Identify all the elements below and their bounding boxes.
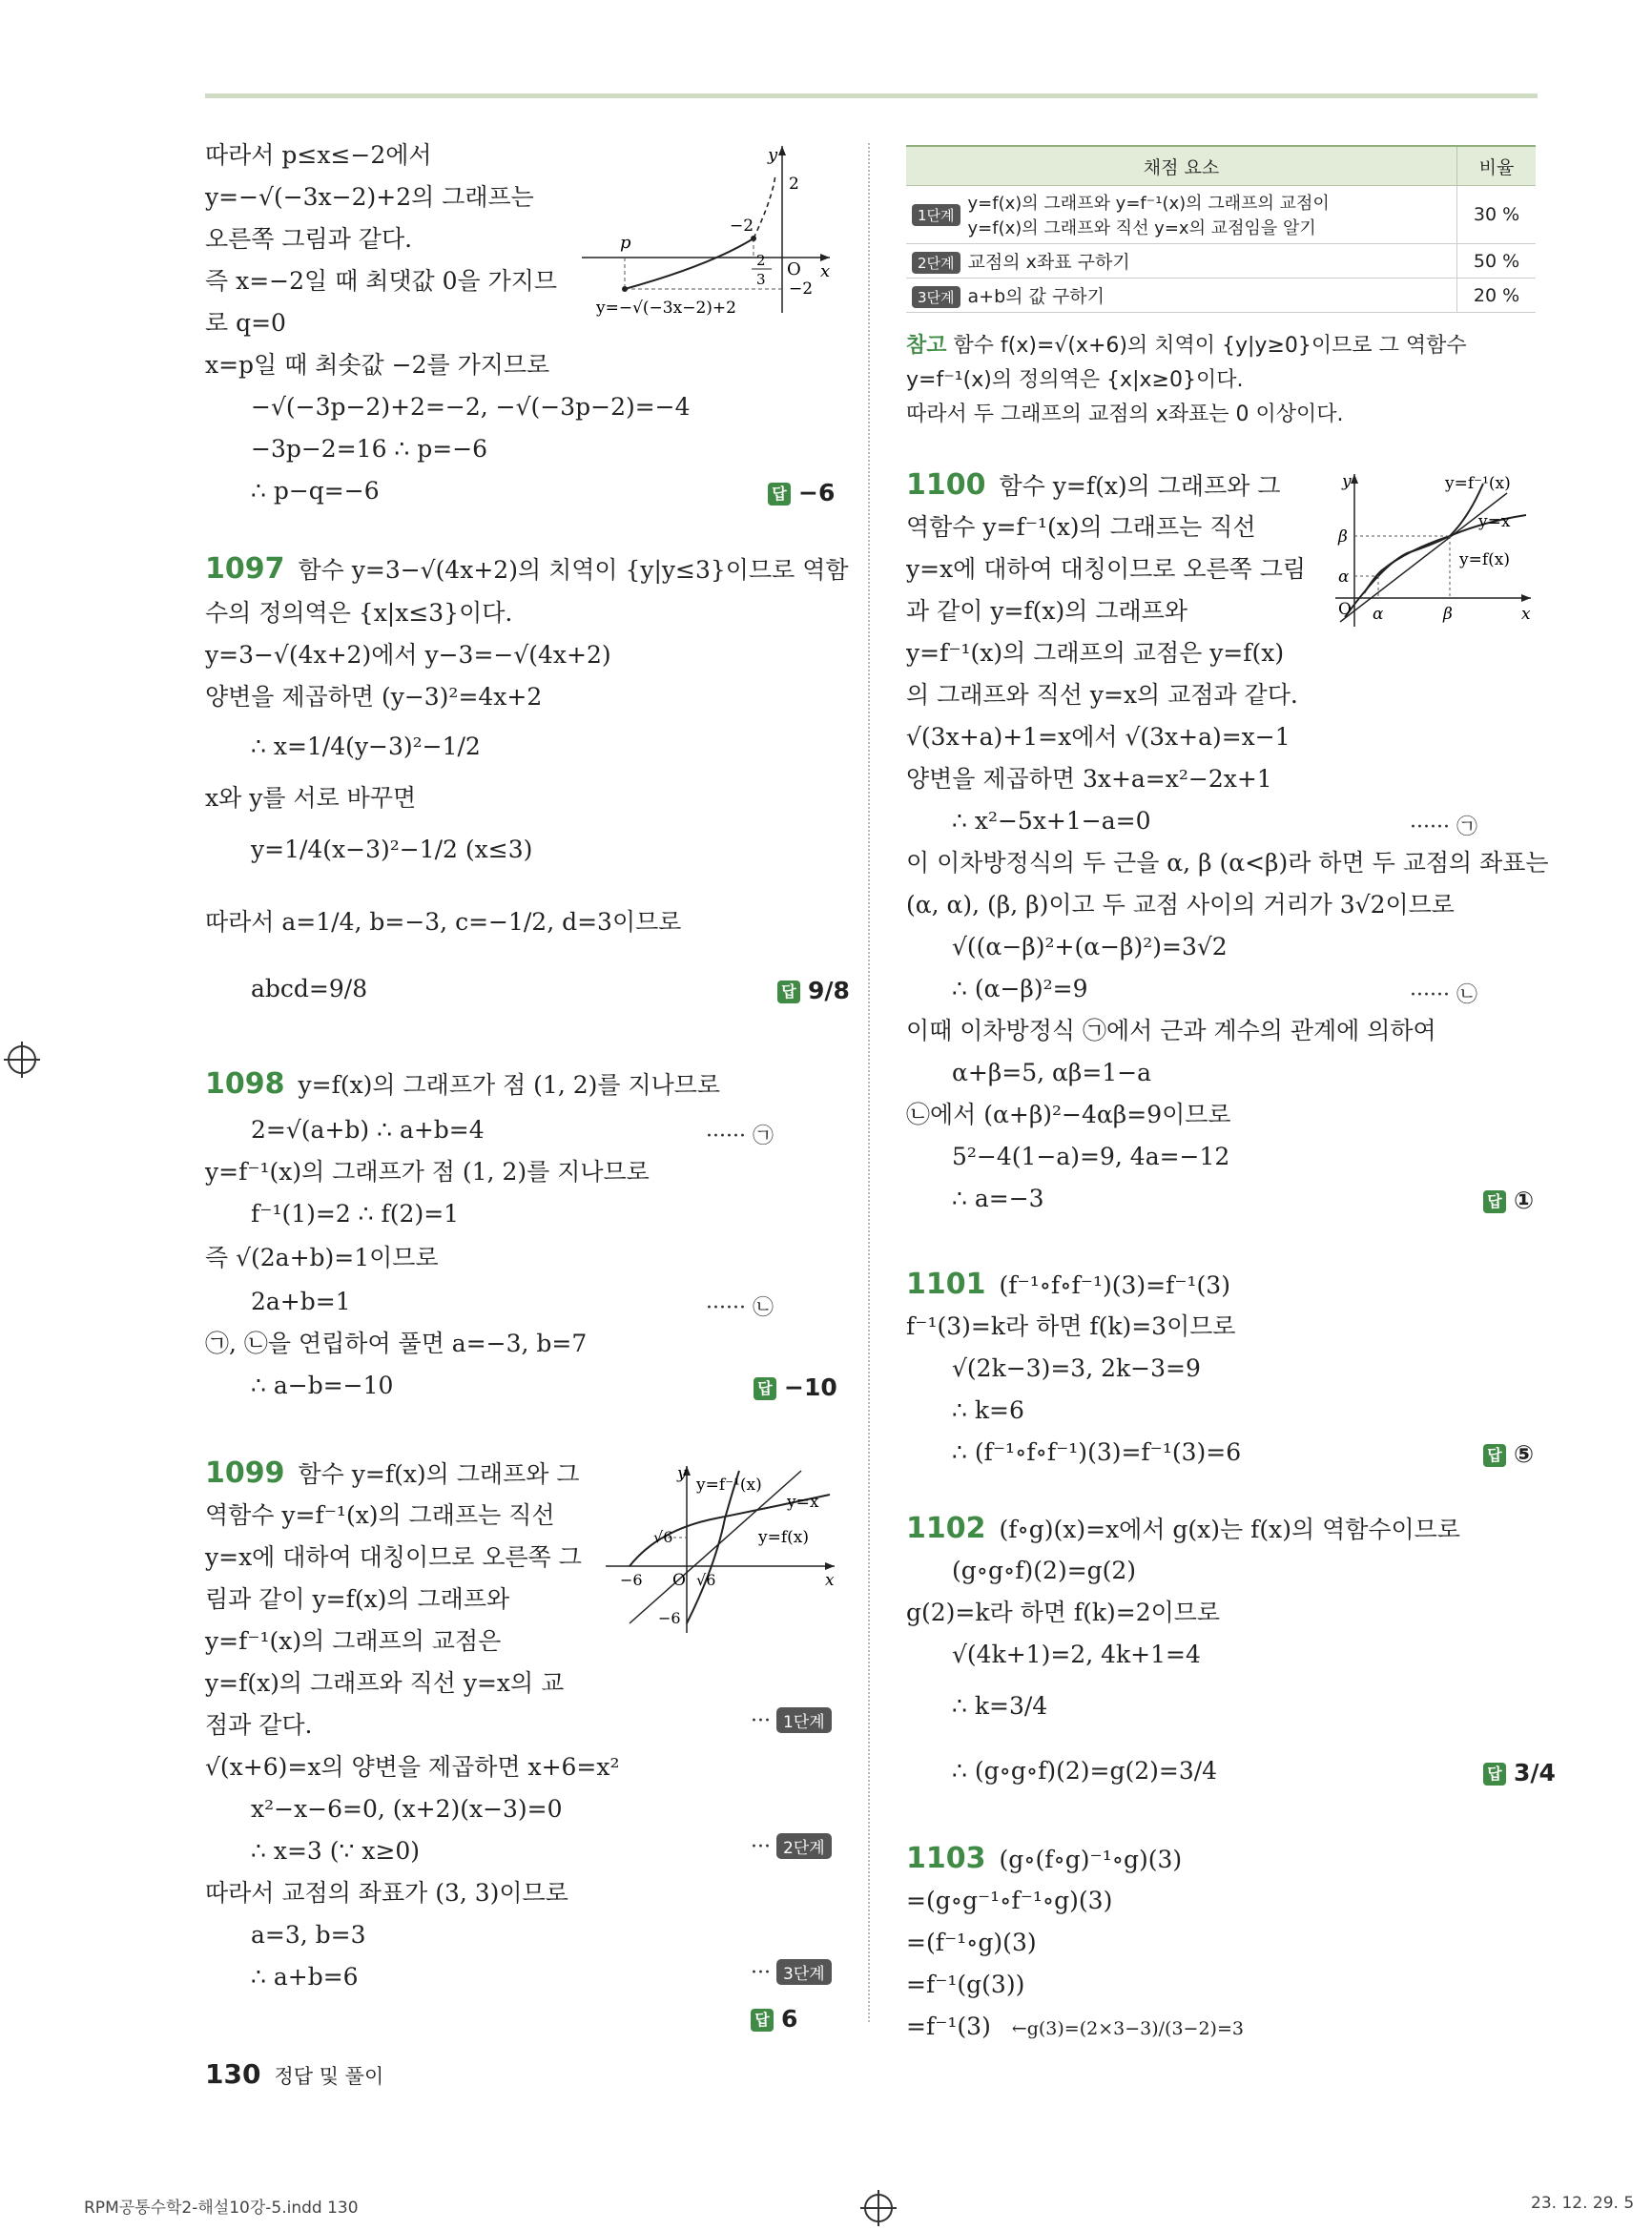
text-line: √(4k+1)=2, 4k+1=4 (952, 1641, 1201, 1668)
text-line: 즉 √(2a+b)=1이므로 (205, 1244, 439, 1271)
answer-1098: 답 −10 (754, 1373, 837, 1401)
text-line: abcd=9/8 (251, 975, 368, 1002)
tick-label: β (1338, 527, 1348, 547)
line-label: y=x (787, 1493, 819, 1512)
text-line: ∴ k=6 (952, 1396, 1024, 1424)
print-date: 23. 12. 29. 5 (1531, 2194, 1635, 2213)
text-line: ∴ k=3/4 (952, 1692, 1048, 1720)
answer-1099: 답 6 (751, 2005, 797, 2033)
tick-label: 2 (789, 175, 799, 194)
page-footer (205, 2058, 383, 2090)
text-line: ∴ x=3 (∵ x≥0) (251, 1837, 421, 1865)
text-line: y=3−√(4x+2)에서 y−3=−√(4x+2) (205, 641, 611, 669)
equation-marker: ······ ㉡ (706, 1296, 774, 1320)
text-line: a=3, b=3 (251, 1921, 366, 1949)
graph-1099 (601, 1461, 839, 1638)
curve-label: y=f⁻¹(x) (696, 1476, 762, 1495)
curve-label: y=f⁻¹(x) (1445, 474, 1511, 493)
answer-1100: 답 ① (1483, 1187, 1534, 1214)
problem-1099: 1099 함수 y=f(x)의 그래프와 그 (205, 1456, 580, 1490)
text-line: 역함수 y=f⁻¹(x)의 그래프는 직선 (906, 513, 1256, 541)
tick-label: 3 (756, 271, 766, 288)
text-line: 수의 정의역은 {x|x≤3}이다. (205, 599, 513, 627)
text-line: 즉 x=−2일 때 최댓값 0을 가지므 (205, 267, 558, 295)
text-line: f⁻¹(1)=2 ∴ f(2)=1 (251, 1200, 460, 1228)
text-line: =f⁻¹(g(3)) (906, 1971, 1025, 1998)
text-line: √(2k−3)=3, 2k−3=9 (952, 1354, 1201, 1382)
line-label: y=x (1478, 512, 1511, 531)
text-line: y=f⁻¹(x)의 그래프의 교점은 y=f(x) (906, 639, 1285, 667)
registration-mark-icon (864, 2194, 893, 2222)
text-line: ∴ a+b=6 (251, 1963, 359, 1991)
answer-icon: 답 (751, 2009, 774, 2032)
text-line: 5²−4(1−a)=9, 4a=−12 (952, 1143, 1230, 1170)
problem-1098: 1098 y=f(x)의 그래프가 점 (1, 2)를 지나므로 (205, 1067, 721, 1101)
curve-label: y=f(x) (1459, 550, 1510, 569)
text-line: (α, α), (β, β)이고 두 교점 사이의 거리가 3√2이므로 (906, 891, 1455, 919)
text-line: y=1/4(x−3)²−1/2 (x≤3) (251, 836, 533, 863)
problem-1100: 1100 함수 y=f(x)의 그래프와 그 (906, 468, 1281, 502)
text-line: x²−x−6=0, (x+2)(x−3)=0 (251, 1795, 563, 1823)
step-marker: ··· 2단계 (751, 1833, 832, 1859)
text-line: y=x에 대하여 대칭이므로 오른쪽 그림 (906, 555, 1307, 583)
top-rule (205, 93, 1538, 98)
text-line: −√(−3p−2)+2=−2, −√(−3p−2)=−4 (251, 393, 691, 421)
table-row: 3단계 a+b의 값 구하기 20 % (906, 279, 1536, 313)
reference-note: 참고 함수 f(x)=√(x+6)의 치역이 {y|y≥0}이므로 그 역함수 (906, 334, 1467, 358)
origin-label: O (672, 1571, 686, 1590)
problem-1097: 1097 함수 y=3−√(4x+2)의 치역이 {y|y≤3}이므로 역함 (205, 552, 849, 586)
text-line: x와 y를 서로 바꾸면 (205, 784, 417, 812)
graph-1096 (577, 141, 835, 318)
text-line: y=−√(−3x−2)+2의 그래프는 (205, 183, 534, 211)
text-line: =(g∘g⁻¹∘f⁻¹∘g)(3) (906, 1887, 1113, 1914)
text-line: y=f⁻¹(x)의 그래프의 교점은 (205, 1627, 502, 1655)
tick-label: −6 (620, 1571, 643, 1589)
text-line: 로 q=0 (205, 309, 286, 337)
answer-icon: 답 (1483, 1190, 1506, 1213)
text-line: 따라서 두 그래프의 교점의 x좌표는 0 이상이다. (906, 403, 1344, 426)
tick-label: β (1443, 605, 1453, 624)
text-line: 점과 같다. (205, 1711, 313, 1739)
problem-1102: 1102 (f∘g)(x)=x에서 g(x)는 f(x)의 역함수이므로 (906, 1512, 1460, 1545)
text-line: f⁻¹(3)=k라 하면 f(k)=3이므로 (906, 1312, 1236, 1340)
text-line: 따라서 교점의 좌표가 (3, 3)이므로 (205, 1879, 568, 1907)
answer-icon: 답 (754, 1377, 776, 1400)
answer-icon: 답 (1483, 1763, 1506, 1786)
text-line: ∴ a−b=−10 (251, 1372, 394, 1399)
text-line: 림과 같이 y=f(x)의 그래프와 (205, 1585, 510, 1613)
axis-y-label: y (768, 145, 778, 165)
text-line: α+β=5, αβ=1−a (952, 1059, 1152, 1086)
text-line: ㉠, ㉡을 연립하여 풀면 a=−3, b=7 (205, 1330, 588, 1357)
equation-marker: ······ ㉡ (1410, 983, 1477, 1007)
text-line: 이 이차방정식의 두 근을 α, β (α<β)라 하면 두 교점의 좌표는 (906, 849, 1549, 877)
text-line: ㉡에서 (α+β)²−4αβ=9이므로 (906, 1101, 1231, 1128)
answer-icon: 답 (768, 483, 791, 506)
answer-1096: 답 −6 (768, 479, 835, 506)
text-line: ∴ a=−3 (952, 1185, 1044, 1212)
column-divider (868, 143, 870, 2022)
tick-label: −2 (789, 279, 814, 299)
equation-marker: ······ ㉠ (1410, 816, 1477, 839)
text-line: 2a+b=1 (251, 1288, 351, 1315)
text-line: =(f⁻¹∘g)(3) (906, 1929, 1037, 1956)
text-line: y=f⁻¹(x)의 그래프가 점 (1, 2)를 지나므로 (205, 1158, 650, 1186)
step-marker: ··· 1단계 (751, 1707, 832, 1733)
curve-label: y=f(x) (758, 1528, 809, 1547)
tick-label: √6 (696, 1571, 716, 1589)
problem-1103: 1103 (g∘(f∘g)⁻¹∘g)(3) (906, 1842, 1183, 1875)
text-line: y=f(x)의 그래프와 직선 y=x의 교 (205, 1669, 565, 1697)
axis-y-label: y (677, 1464, 687, 1483)
answer-icon: 답 (777, 981, 800, 1003)
tick-label: 2 (756, 252, 766, 269)
text-line: ∴ (f⁻¹∘f∘f⁻¹)(3)=f⁻¹(3)=6 (952, 1438, 1242, 1466)
page-number: 130 (205, 2058, 261, 2090)
text-line: 양변을 제곱하면 3x+a=x²−2x+1 (906, 765, 1272, 793)
tick-label: α (1373, 605, 1384, 624)
answer-1101: 답 ⑤ (1483, 1440, 1534, 1468)
tick-label: α (1338, 568, 1350, 587)
file-slug: RPM공통수학2-해설10강-5.indd 130 (84, 2199, 359, 2218)
answer-1102: 답 3/4 (1483, 1759, 1556, 1786)
step-marker: ··· 3단계 (751, 1959, 832, 1985)
text-line: ∴ p−q=−6 (251, 477, 380, 505)
text-line: 양변을 제곱하면 (y−3)²=4x+2 (205, 683, 543, 711)
text-line: 오른쪽 그림과 같다. (205, 225, 413, 253)
text-line: g(2)=k라 하면 f(k)=2이므로 (906, 1599, 1221, 1626)
text-line: =f⁻¹(3) ←g(3)=(2×3−3)/(3−2)=3 (906, 2013, 1244, 2040)
text-line: 따라서 p≤x≤−2에서 (205, 141, 432, 169)
text-line: ∴ (g∘g∘f)(2)=g(2)=3/4 (952, 1757, 1218, 1785)
axis-x-label: x (820, 261, 831, 281)
origin-label: O (1338, 600, 1352, 619)
text-line: ∴ x=1/4(y−3)²−1/2 (251, 733, 481, 760)
text-line: ∴ (α−β)²=9 (952, 975, 1088, 1002)
tick-label: −2 (730, 217, 754, 236)
table-row: 1단계y=f(x)의 그래프와 y=f⁻¹(x)의 그래프의 교점이 y=f(x)의 그래프와 직선 y=x의 교점임을 알기 30 % (906, 186, 1536, 244)
text-line: ∴ x²−5x+1−a=0 (952, 807, 1151, 835)
text-line: √(3x+a)+1=x에서 √(3x+a)=x−1 (906, 723, 1291, 751)
table-row: 2단계 교점의 x좌표 구하기 50 % (906, 244, 1536, 279)
table-header: 비율 (1457, 146, 1537, 186)
text-line: 의 그래프와 직선 y=x의 교점과 같다. (906, 681, 1298, 709)
scoring-table (906, 145, 1536, 313)
text-line: (g∘g∘f)(2)=g(2) (952, 1557, 1137, 1584)
footer-title: 정답 및 풀이 (274, 2065, 384, 2088)
tick-label: √6 (653, 1528, 673, 1546)
axis-y-label: y (1342, 472, 1352, 491)
table-header: 채점 요소 (906, 146, 1457, 186)
text-line: 역함수 y=f⁻¹(x)의 그래프는 직선 (205, 1501, 555, 1529)
text-line: −3p−2=16 ∴ p=−6 (251, 435, 488, 463)
text-line: 이때 이차방정식 ㉠에서 근과 계수의 관계에 의하여 (906, 1017, 1436, 1044)
origin-label: O (787, 259, 801, 279)
text-line: √((α−β)²+(α−β)²)=3√2 (952, 933, 1228, 960)
text-line: 2=√(a+b) ∴ a+b=4 (251, 1116, 485, 1144)
text-line: x=p일 때 최솟값 −2를 가지므로 (205, 351, 550, 379)
registration-mark-icon (8, 1045, 36, 1074)
tick-label: p (620, 233, 631, 253)
text-line: √(x+6)=x의 양변을 제곱하면 x+6=x² (205, 1753, 620, 1781)
graph-1100 (1331, 469, 1536, 631)
tick-label: −6 (658, 1609, 681, 1627)
text-line: y=f⁻¹(x)의 정의역은 {x|x≥0}이다. (906, 368, 1244, 392)
answer-icon: 답 (1483, 1444, 1506, 1467)
axis-x-label: x (1521, 605, 1531, 624)
equation-marker: ······ ㉠ (706, 1125, 774, 1148)
text-line: 따라서 a=1/4, b=−3, c=−1/2, d=3이므로 (205, 908, 682, 936)
text-line: y=x에 대하여 대칭이므로 오른쪽 그 (205, 1543, 582, 1571)
answer-1097: 답 9/8 (777, 977, 850, 1004)
problem-1101: 1101 (f⁻¹∘f∘f⁻¹)(3)=f⁻¹(3) (906, 1268, 1230, 1301)
axis-x-label: x (825, 1571, 835, 1590)
curve-label: y=−√(−3x−2)+2 (596, 299, 736, 318)
text-line: 과 같이 y=f(x)의 그래프와 (906, 597, 1187, 625)
